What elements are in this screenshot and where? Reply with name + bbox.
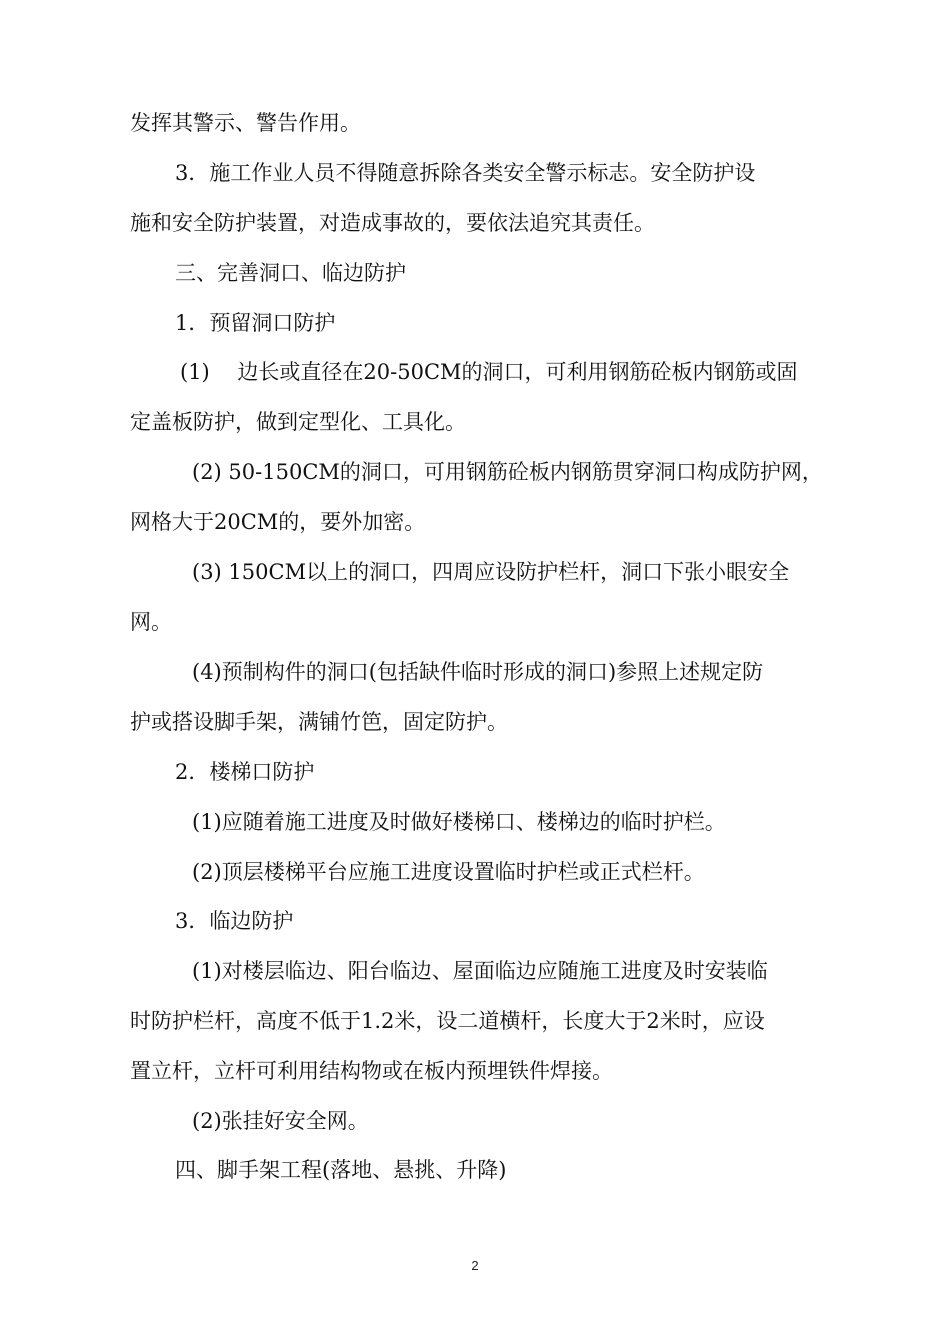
section-heading: 三、完善洞口、临边防护	[175, 261, 406, 285]
text-line: 定盖板防护，做到定型化、工具化。	[130, 410, 466, 434]
section-heading: 四、脚手架工程(落地、悬挑、升降)	[175, 1158, 507, 1182]
text-line: 施和安全防护装置，对造成事故的，要依法追究其责任。	[130, 211, 655, 235]
text-line: (3) 150CM以上的洞口，四周应设防护栏杆，洞口下张小眼安全	[192, 560, 790, 584]
subsection-heading: 1．预留洞口防护	[175, 311, 336, 335]
text-line: 置立杆，立杆可利用结构物或在板内预埋铁件焊接。	[130, 1059, 613, 1083]
text-line: (1)对楼层临边、阳台临边、屋面临边应随施工进度及时安装临	[192, 959, 768, 983]
text-line: (1) 边长或直径在20-50CM的洞口，可利用钢筋砼板内钢筋或固	[180, 360, 798, 384]
text-line: (2)顶层楼梯平台应施工进度设置临时护栏或正式栏杆。	[192, 860, 705, 884]
text-line: 发挥其警示、警告作用。	[130, 111, 361, 135]
text-line: 3．施工作业人员不得随意拆除各类安全警示标志。安全防护设	[175, 161, 756, 185]
text-line: 时防护栏杆，高度不低于1.2米，设二道横杆，长度大于2米时，应设	[130, 1009, 765, 1033]
text-line: (4)预制构件的洞口(包括缺件临时形成的洞口)参照上述规定防	[192, 660, 764, 684]
subsection-heading: 2．楼梯口防护	[175, 760, 315, 784]
page-number: 2	[471, 1258, 479, 1273]
text-line: 网。	[130, 610, 172, 634]
text-line: (2) 50-150CM的洞口，可用钢筋砼板内钢筋贯穿洞口构成防护网，	[192, 460, 823, 484]
text-line: 网格大于20CM的，要外加密。	[130, 510, 426, 534]
text-line: (2)张挂好安全网。	[192, 1109, 369, 1133]
text-line: 护或搭设脚手架，满铺竹笆，固定防护。	[130, 710, 508, 734]
text-line: (1)应随着施工进度及时做好楼梯口、楼梯边的临时护栏。	[192, 810, 726, 834]
subsection-heading: 3．临边防护	[175, 909, 294, 933]
